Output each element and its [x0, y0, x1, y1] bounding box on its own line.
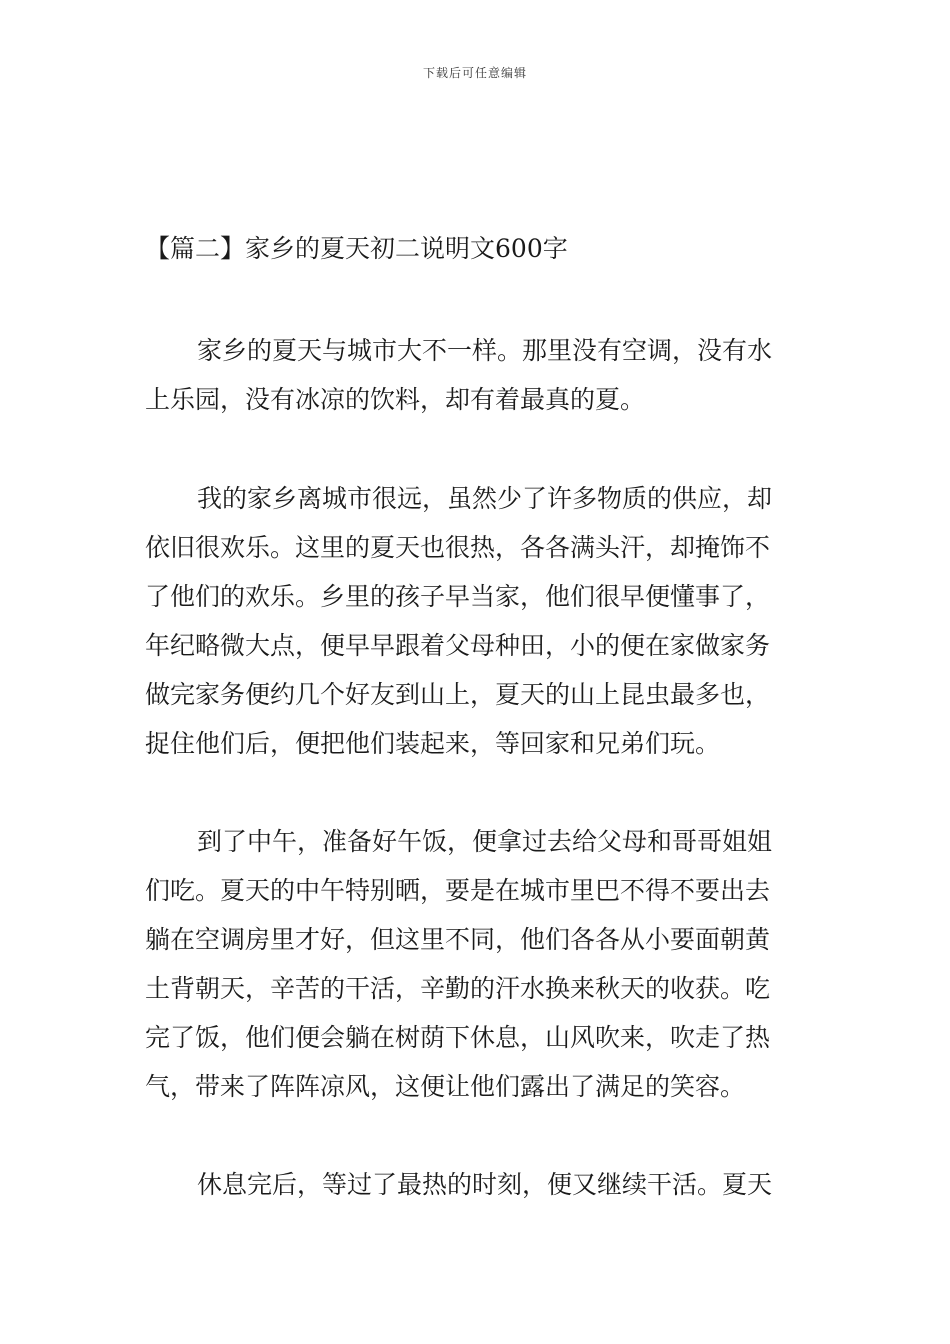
paragraph-line: 上乐园，没有冰凉的饮料，却有着最真的夏。	[145, 385, 646, 414]
paragraph-line: 了他们的欢乐。乡里的孩子早当家，他们很早便懂事了，	[145, 582, 771, 611]
paragraph-4	[145, 1160, 810, 1209]
paragraph-line: 我的家乡离城市很远，虽然少了许多物质的供应，却	[197, 484, 773, 513]
paragraph-line: 年纪略微大点，便早早跟着父母种田，小的便在家做家务	[145, 631, 771, 660]
paragraph-line: 做完家务便约几个好友到山上，夏天的山上昆虫最多也，	[145, 680, 771, 709]
paragraph-line: 气，带来了阵阵凉风，这便让他们露出了满足的笑容。	[145, 1072, 746, 1101]
paragraph-line: 家乡的夏天与城市大不一样。那里没有空调，没有水	[197, 336, 773, 365]
paragraph-line: 躺在空调房里才好，但这里不同，他们各各从小要面朝黄	[145, 925, 771, 954]
paragraph-3	[145, 817, 810, 1111]
paragraph-line: 们吃。夏天的中午特别晒，要是在城市里巴不得不要出去	[145, 876, 771, 905]
document-title: 【篇二】家乡的夏天初二说明文600字	[145, 234, 568, 263]
page-header: 下载后可任意编辑	[422, 66, 527, 80]
paragraph-line: 完了饭，他们便会躺在树荫下休息，山风吹来，吹走了热	[145, 1023, 771, 1052]
paragraph-line: 捉住他们后，便把他们装起来，等回家和兄弟们玩。	[145, 729, 721, 758]
paragraph-line: 土背朝天，辛苦的干活，辛勤的汗水换来秋天的收获。吃	[145, 974, 771, 1003]
paragraph-line: 依旧很欢乐。这里的夏天也很热，各各满头汗，却掩饰不	[145, 533, 771, 562]
paragraph-2	[145, 474, 810, 768]
paragraph-line: 到了中午，准备好午饭，便拿过去给父母和哥哥姐姐	[197, 827, 773, 856]
paragraph-line: 休息完后，等过了最热的时刻，便又继续干活。夏天	[197, 1170, 773, 1199]
paragraph-1	[145, 326, 810, 424]
